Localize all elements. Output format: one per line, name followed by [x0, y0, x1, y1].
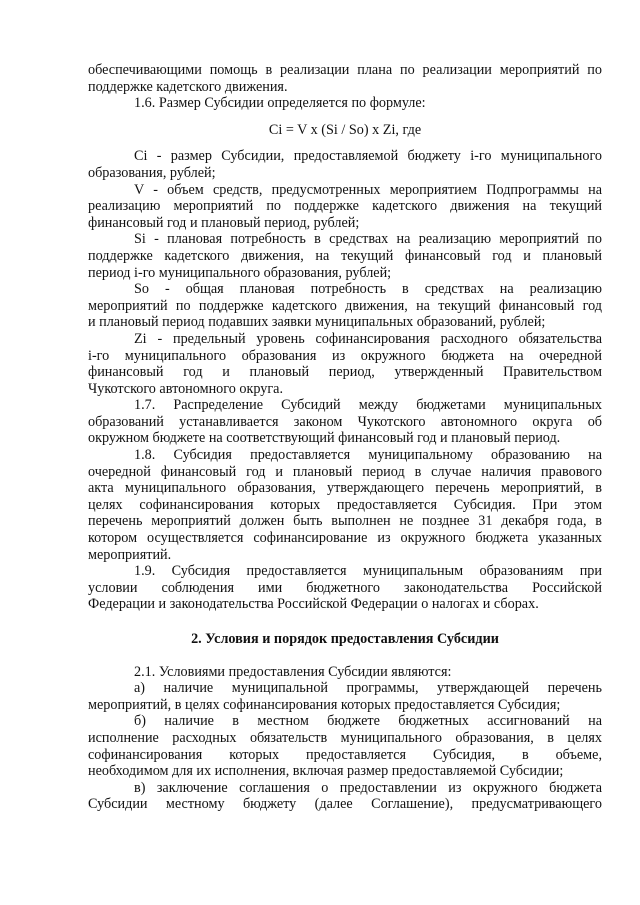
text-line: финансовый год и плановый период, утвержденный Правительством [88, 364, 602, 381]
text-line: образования, рублей; [88, 164, 216, 181]
text-line: период i-го муниципального образования, рублей; [88, 264, 392, 281]
text-line: Чукотского автономного округа. [88, 380, 284, 397]
text-line: очередной финансовый год и плановый период в случае наличия правового [88, 463, 602, 480]
section-1-7: 1.7. Распределение Субсидий между бюджетами муниципальных [134, 397, 602, 414]
text-line: мероприятий, в целях софинансирования которых предоставляется Субсидия; [88, 696, 561, 713]
text-line: образований устанавливается законом Чукотского автономного округа об [88, 413, 602, 430]
text-line: софинансирования которых предоставляется Субсидия, в объеме, [88, 746, 602, 763]
text-line: необходимом для их исполнения, включая размер предоставляемой Субсидии; [88, 763, 564, 780]
text-line: обеспечивающими помощь в реализации плана по реализации мероприятий по [88, 62, 602, 78]
text-line: Субсидии местному бюджету (далее Соглашение), предусматривающего [88, 796, 602, 813]
section-1-9: 1.9. Субсидия предоставляется муниципальным образованиям при [134, 563, 602, 580]
text-line: котором осуществляется софинансирование из окружного бюджета указанных [88, 530, 602, 547]
section-2-heading: 2. Условия и порядок предоставления Субсидии [191, 631, 499, 647]
definition-si: Si - плановая потребность в средствах на реализацию мероприятий по [134, 231, 602, 248]
text-line: исполнение расходных обязательств муниципального образования, в целях [88, 729, 602, 746]
definition-zi: Zi - предельный уровень софинансирования расходного обязательства [134, 330, 602, 347]
section-2-1: 2.1. Условиями предоставления Субсидии являются: [134, 663, 452, 680]
text-line: поддержке кадетского движения, на текущий финансовый год и плановый [88, 247, 602, 264]
text-line: условии соблюдения ими бюджетного законодательства Российской [88, 579, 602, 596]
text-line: акта муниципального образования, утверждающего перечень мероприятий, в [88, 480, 602, 497]
text-line: мероприятий по поддержке кадетского движения, на текущий финансовый год [88, 297, 602, 314]
formula: Ci = V x (Si / So) x Zi, где [268, 121, 422, 138]
text-line: и плановый период подавших заявки муниципальных образований, рублей; [88, 314, 546, 331]
text-line: Федерации и законодательства Российской Федерации о налогах и сборах. [88, 596, 539, 613]
condition-c: в) заключение соглашения о предоставлении из окружного бюджета [134, 779, 602, 796]
text-line: поддержке кадетского движения. [88, 78, 288, 95]
definition-so: So - общая плановая потребность в средствах на реализацию [134, 281, 602, 298]
definition-v: V - объем средств, предусмотренных мероприятием Подпрограммы на [134, 181, 602, 198]
text-line: мероприятий. [88, 546, 172, 563]
section-1-6: 1.6. Размер Субсидии определяется по формуле: [134, 95, 426, 112]
text-line: целях софинансирования которых предоставляется Субсидия. При этом [88, 496, 602, 513]
definition-ci: Ci - размер Субсидии, предоставляемой бюджету i-го муниципального [134, 148, 602, 165]
text-line: реализацию мероприятий по поддержке кадетского движения на текущий [88, 198, 602, 215]
text-line: перечень мероприятий должен быть выполнен не позднее 31 декабря года, в [88, 513, 602, 530]
condition-b: б) наличие в местном бюджете бюджетных ассигнований на [134, 713, 602, 730]
text-line: финансовый год и плановый период, рублей; [88, 214, 360, 231]
text-line: i-го муниципального образования из окружного бюджета на очередной [88, 347, 602, 364]
text-line: окружном бюджете на соответствующий финансовый год и плановый период. [88, 430, 561, 447]
section-1-8: 1.8. Субсидия предоставляется муниципальному образованию на [134, 447, 602, 464]
condition-a: а) наличие муниципальной программы, утверждающей перечень [134, 680, 602, 697]
